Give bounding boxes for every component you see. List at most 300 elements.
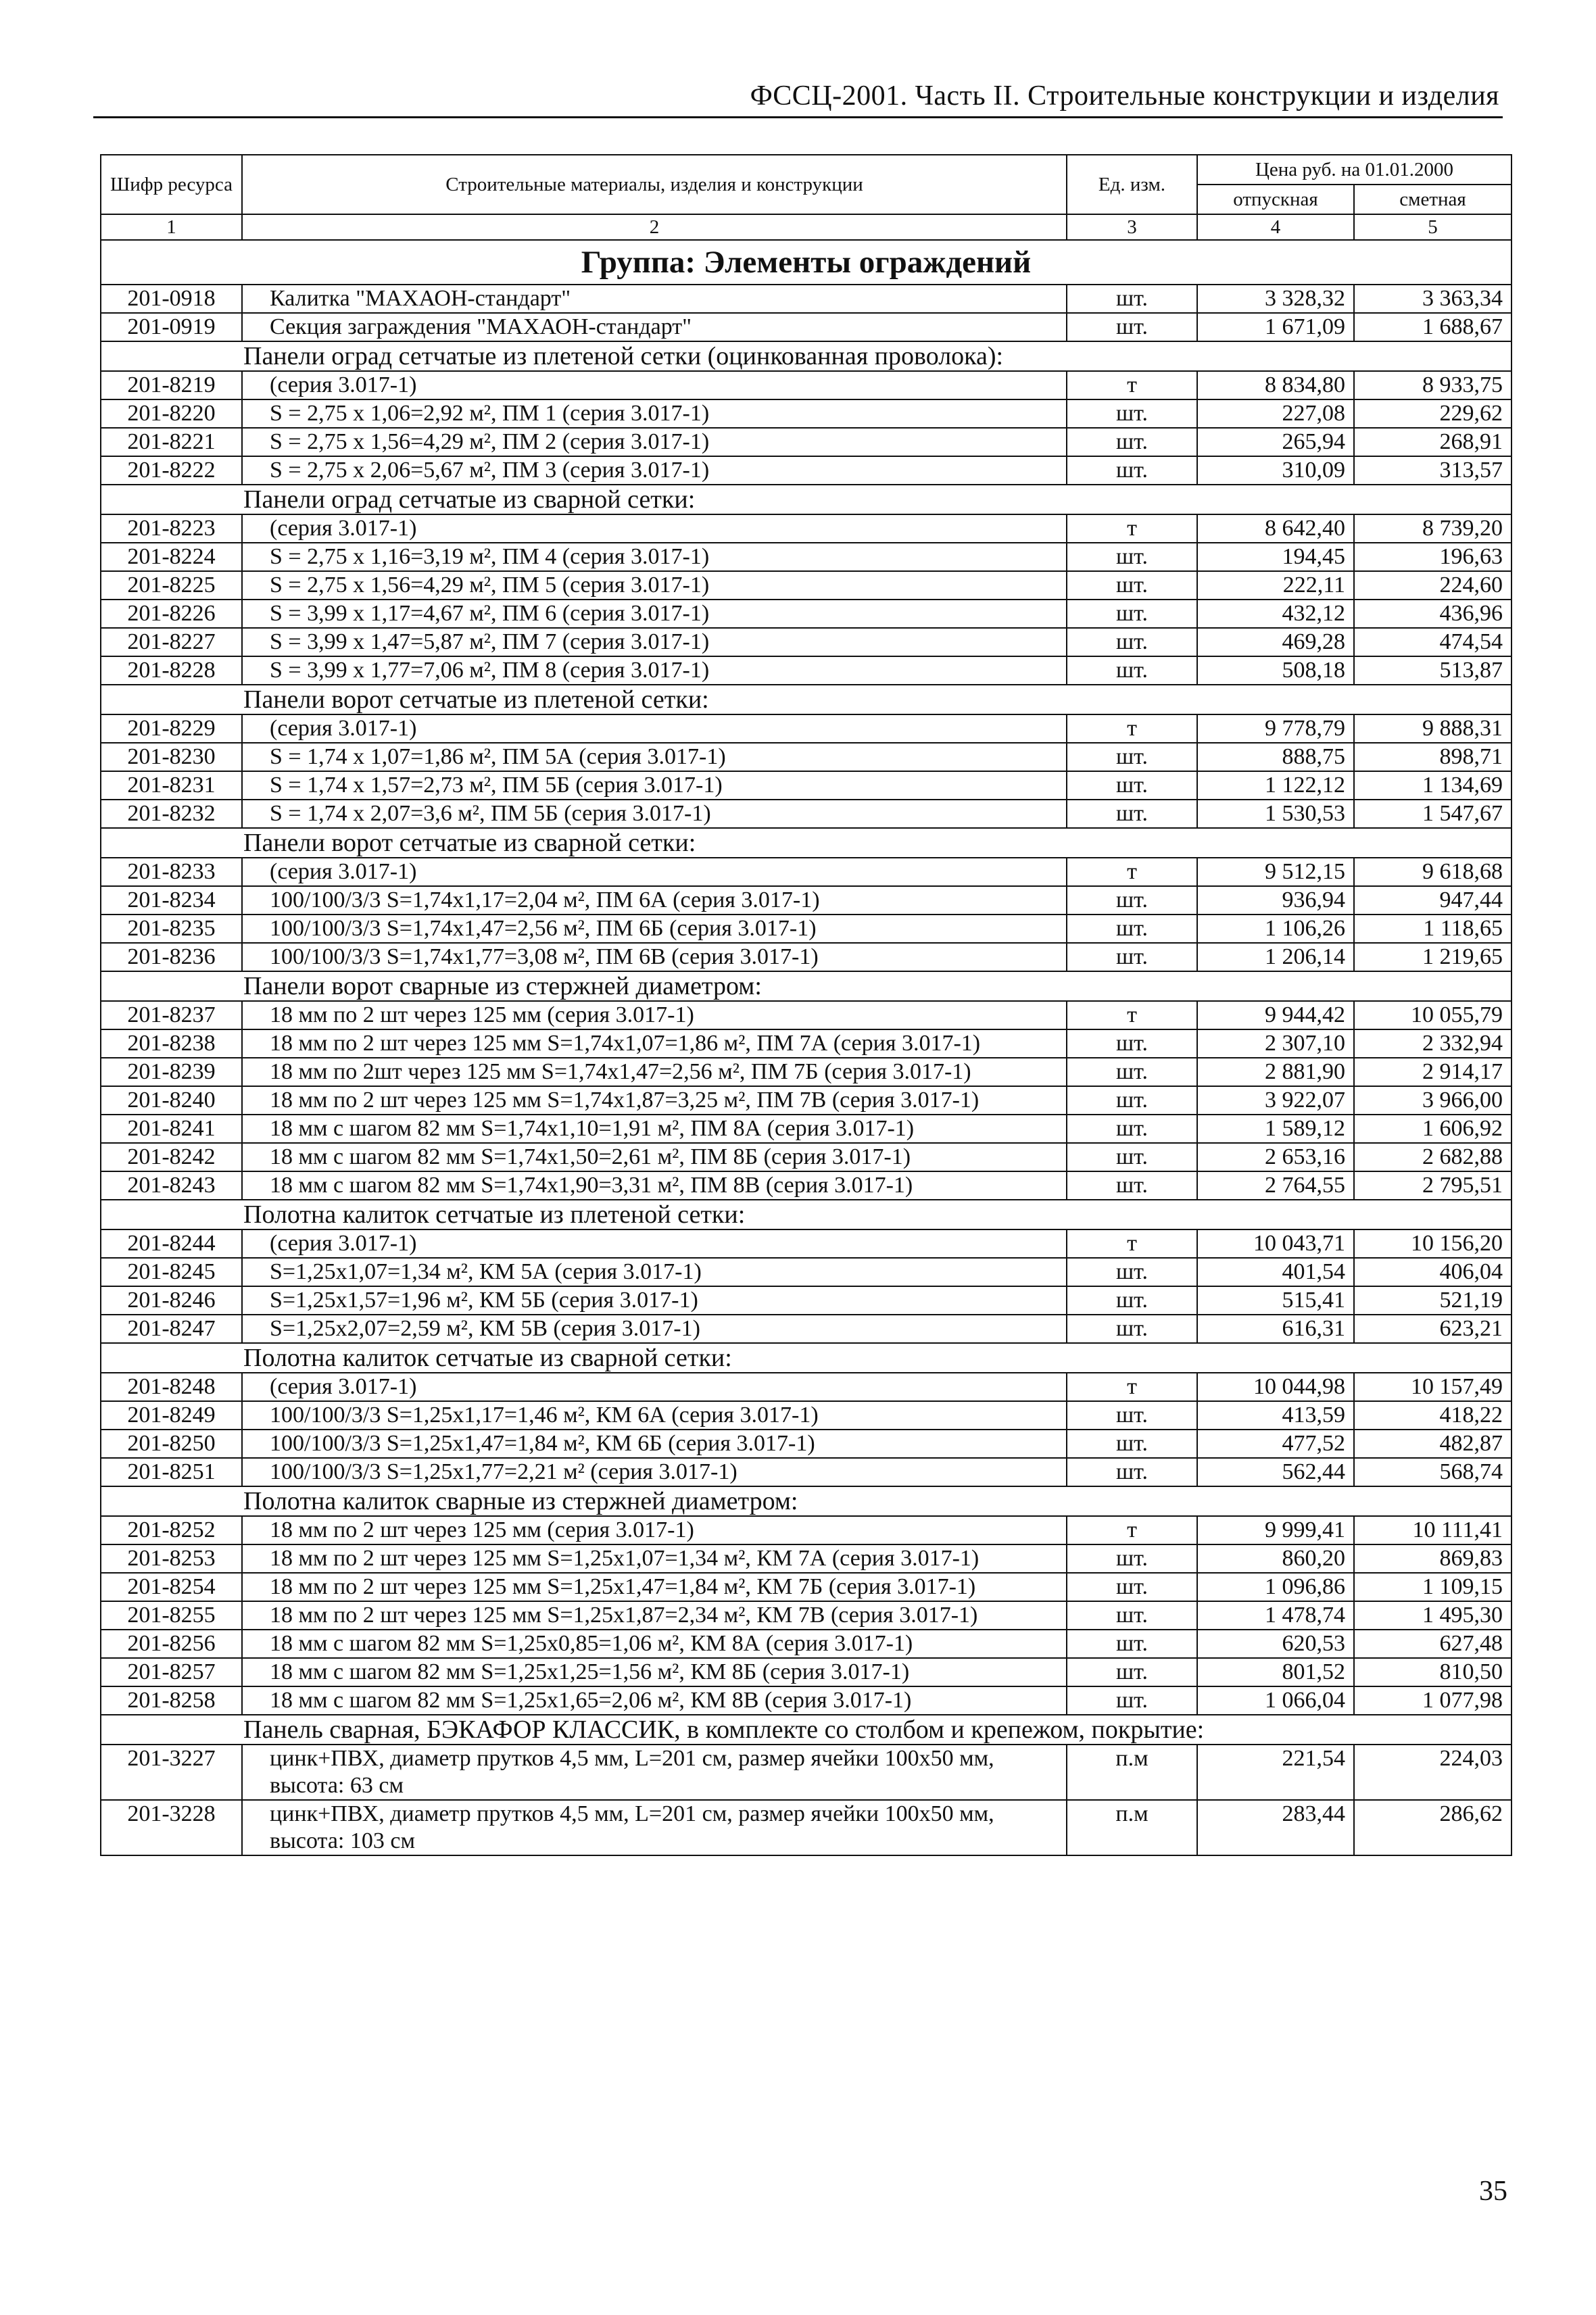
material-name: 100/100/3/3 S=1,74x1,47=2,56 м², ПМ 6Б (серия 3.017-1) (242, 915, 1067, 943)
section-row (101, 1200, 1512, 1229)
estimate-price: 1 547,67 (1354, 800, 1512, 828)
table-row (101, 428, 1512, 456)
table-body (101, 214, 1512, 1855)
table-row (101, 628, 1512, 656)
release-price: 8 642,40 (1197, 514, 1354, 543)
material-name: S=1,25x1,07=1,34 м², КМ 5А (серия 3.017-1) (242, 1258, 1067, 1286)
material-name: (серия 3.017-1) (242, 858, 1067, 886)
unit-of-measure: шт. (1067, 800, 1197, 828)
table-row (101, 1029, 1512, 1058)
material-name: 18 мм по 2шт через 125 мм S=1,74x1,47=2,56 м², ПМ 7Б (серия 3.017-1) (242, 1058, 1067, 1086)
unit-of-measure: шт. (1067, 915, 1197, 943)
estimate-price: 3 966,00 (1354, 1086, 1512, 1115)
unit-of-measure: т (1067, 858, 1197, 886)
estimate-price: 623,21 (1354, 1315, 1512, 1343)
material-name: S = 2,75 x 1,56=4,29 м², ПМ 5 (серия 3.017-1) (242, 571, 1067, 600)
table-row (101, 743, 1512, 771)
table-row (101, 771, 1512, 800)
estimate-price: 2 914,17 (1354, 1058, 1512, 1086)
unit-of-measure: шт. (1067, 743, 1197, 771)
estimate-price: 1 688,67 (1354, 313, 1512, 341)
material-name: (серия 3.017-1) (242, 514, 1067, 543)
header-unit: Ед. изм. (1067, 155, 1197, 214)
table-row (101, 858, 1512, 886)
resource-code: 201-3227 (101, 1745, 242, 1800)
material-name: (серия 3.017-1) (242, 1373, 1067, 1401)
material-name: 18 мм по 2 шт через 125 мм S=1,74x1,07=1,86 м², ПМ 7А (серия 3.017-1) (242, 1029, 1067, 1058)
material-name: 18 мм с шагом 82 мм S=1,74x1,10=1,91 м², ПМ 8А (серия 3.017-1) (242, 1115, 1067, 1143)
material-name: Секция заграждения "МАХАОН-стандарт" (242, 313, 1067, 341)
unit-of-measure: шт. (1067, 428, 1197, 456)
release-price: 1 206,14 (1197, 943, 1354, 971)
unit-of-measure: шт. (1067, 1286, 1197, 1315)
estimate-price: 418,22 (1354, 1401, 1512, 1430)
material-name: (серия 3.017-1) (242, 371, 1067, 399)
resource-code: 201-0918 (101, 285, 242, 313)
estimate-price: 2 795,51 (1354, 1171, 1512, 1200)
price-table (100, 154, 1512, 1856)
material-name: 18 мм по 2 шт через 125 мм S=1,74x1,87=3,25 м², ПМ 7В (серия 3.017-1) (242, 1086, 1067, 1115)
material-name: 100/100/3/3 S=1,74x1,17=2,04 м², ПМ 6А (серия 3.017-1) (242, 886, 1067, 915)
group-title-row (101, 240, 1512, 285)
unit-of-measure: шт. (1067, 656, 1197, 685)
material-name: S = 1,74 x 1,57=2,73 м², ПМ 5Б (серия 3.017-1) (242, 771, 1067, 800)
header-code: Шифр ресурса (101, 155, 242, 214)
release-price: 413,59 (1197, 1401, 1354, 1430)
unit-of-measure: т (1067, 714, 1197, 743)
release-price: 2 653,16 (1197, 1143, 1354, 1171)
release-price: 432,12 (1197, 600, 1354, 628)
estimate-price: 898,71 (1354, 743, 1512, 771)
table-row (101, 1686, 1512, 1715)
estimate-price: 568,74 (1354, 1458, 1512, 1486)
unit-of-measure: шт. (1067, 1115, 1197, 1143)
release-price: 1 122,12 (1197, 771, 1354, 800)
estimate-price: 8 933,75 (1354, 371, 1512, 399)
table-row (101, 886, 1512, 915)
material-name: 100/100/3/3 S=1,25x1,17=1,46 м², КМ 6А (серия 3.017-1) (242, 1401, 1067, 1430)
table-row (101, 1658, 1512, 1686)
section-title: Полотна калиток сварные из стержней диаметром: (101, 1486, 1512, 1516)
unit-of-measure: шт. (1067, 1171, 1197, 1200)
section-row (101, 485, 1512, 514)
material-name: 18 мм по 2 шт через 125 мм S=1,25x1,87=2,34 м², КМ 7В (серия 3.017-1) (242, 1601, 1067, 1630)
release-price: 1 589,12 (1197, 1115, 1354, 1143)
resource-code: 201-8226 (101, 600, 242, 628)
column-number: 2 (242, 214, 1067, 240)
table-row (101, 1171, 1512, 1200)
resource-code: 201-8257 (101, 1658, 242, 1686)
table-row (101, 1458, 1512, 1486)
resource-code: 201-8242 (101, 1143, 242, 1171)
unit-of-measure: т (1067, 371, 1197, 399)
release-price: 2 307,10 (1197, 1029, 1354, 1058)
resource-code: 201-8243 (101, 1171, 242, 1200)
release-price: 222,11 (1197, 571, 1354, 600)
section-title: Полотна калиток сетчатые из плетеной сетки: (101, 1200, 1512, 1229)
resource-code: 201-8258 (101, 1686, 242, 1715)
resource-code: 201-8227 (101, 628, 242, 656)
release-price: 1 478,74 (1197, 1601, 1354, 1630)
unit-of-measure: п.м (1067, 1800, 1197, 1855)
material-name: S = 2,75 x 1,56=4,29 м², ПМ 2 (серия 3.017-1) (242, 428, 1067, 456)
release-price: 1 106,26 (1197, 915, 1354, 943)
release-price: 10 044,98 (1197, 1373, 1354, 1401)
estimate-price: 286,62 (1354, 1800, 1512, 1855)
material-name: 18 мм по 2 шт через 125 мм S=1,25x1,07=1,34 м², КМ 7А (серия 3.017-1) (242, 1544, 1067, 1573)
resource-code: 201-8237 (101, 1001, 242, 1029)
resource-code: 201-8241 (101, 1115, 242, 1143)
group-title: Группа: Элементы ограждений (101, 240, 1512, 285)
table-row (101, 1115, 1512, 1143)
resource-code: 201-3228 (101, 1800, 242, 1855)
estimate-price: 1 109,15 (1354, 1573, 1512, 1601)
estimate-price: 474,54 (1354, 628, 1512, 656)
table-row (101, 543, 1512, 571)
header-estimate-price: сметная (1354, 185, 1512, 214)
table-row (101, 1430, 1512, 1458)
release-price: 469,28 (1197, 628, 1354, 656)
table-row (101, 1573, 1512, 1601)
release-price: 194,45 (1197, 543, 1354, 571)
release-price: 265,94 (1197, 428, 1354, 456)
unit-of-measure: шт. (1067, 1458, 1197, 1486)
header-price-group: Цена руб. на 01.01.2000 (1197, 155, 1512, 185)
table-row (101, 1800, 1512, 1855)
estimate-price: 313,57 (1354, 456, 1512, 485)
section-row (101, 828, 1512, 858)
estimate-price: 9 888,31 (1354, 714, 1512, 743)
release-price: 801,52 (1197, 1658, 1354, 1686)
unit-of-measure: т (1067, 1229, 1197, 1258)
unit-of-measure: п.м (1067, 1745, 1197, 1800)
table-row (101, 1058, 1512, 1086)
material-name: S = 3,99 x 1,77=7,06 м², ПМ 8 (серия 3.017-1) (242, 656, 1067, 685)
material-name: 100/100/3/3 S=1,74x1,77=3,08 м², ПМ 6В (серия 3.017-1) (242, 943, 1067, 971)
release-price: 401,54 (1197, 1258, 1354, 1286)
table-row (101, 456, 1512, 485)
resource-code: 201-8232 (101, 800, 242, 828)
page-number: 35 (1479, 2176, 1507, 2207)
table-row (101, 1086, 1512, 1115)
release-price: 9 944,42 (1197, 1001, 1354, 1029)
section-title: Панели ворот сетчатые из сварной сетки: (101, 828, 1512, 858)
section-title: Панели ворот сетчатые из плетеной сетки: (101, 685, 1512, 714)
resource-code: 201-8255 (101, 1601, 242, 1630)
release-price: 2 764,55 (1197, 1171, 1354, 1200)
material-name: S = 2,75 x 1,06=2,92 м², ПМ 1 (серия 3.017-1) (242, 399, 1067, 428)
estimate-price: 513,87 (1354, 656, 1512, 685)
material-name: S = 2,75 x 1,16=3,19 м², ПМ 4 (серия 3.017-1) (242, 543, 1067, 571)
resource-code: 201-8245 (101, 1258, 242, 1286)
release-price: 620,53 (1197, 1630, 1354, 1658)
material-name: S=1,25x1,57=1,96 м², КМ 5Б (серия 3.017-1) (242, 1286, 1067, 1315)
material-name: S = 3,99 x 1,47=5,87 м², ПМ 7 (серия 3.017-1) (242, 628, 1067, 656)
table-row (101, 1373, 1512, 1401)
release-price: 10 043,71 (1197, 1229, 1354, 1258)
release-price: 508,18 (1197, 656, 1354, 685)
material-name: (серия 3.017-1) (242, 714, 1067, 743)
release-price: 1 066,04 (1197, 1686, 1354, 1715)
release-price: 860,20 (1197, 1544, 1354, 1573)
estimate-price: 1 219,65 (1354, 943, 1512, 971)
resource-code: 201-8221 (101, 428, 242, 456)
column-number: 3 (1067, 214, 1197, 240)
resource-code: 201-8235 (101, 915, 242, 943)
estimate-price: 1 606,92 (1354, 1115, 1512, 1143)
unit-of-measure: шт. (1067, 285, 1197, 313)
resource-code: 201-8238 (101, 1029, 242, 1058)
resource-code: 201-8223 (101, 514, 242, 543)
unit-of-measure: шт. (1067, 1658, 1197, 1686)
table-row (101, 1001, 1512, 1029)
table-row (101, 943, 1512, 971)
resource-code: 201-8246 (101, 1286, 242, 1315)
resource-code: 201-8250 (101, 1430, 242, 1458)
unit-of-measure: шт. (1067, 399, 1197, 428)
estimate-price: 224,60 (1354, 571, 1512, 600)
column-number: 4 (1197, 214, 1354, 240)
resource-code: 201-8252 (101, 1516, 242, 1544)
column-number: 5 (1354, 214, 1512, 240)
unit-of-measure: шт. (1067, 600, 1197, 628)
estimate-price: 1 118,65 (1354, 915, 1512, 943)
estimate-price: 2 682,88 (1354, 1143, 1512, 1171)
resource-code: 201-8228 (101, 656, 242, 685)
header-name: Строительные материалы, изделия и конструкции (242, 155, 1067, 214)
section-row (101, 1715, 1512, 1745)
column-number: 1 (101, 214, 242, 240)
estimate-price: 947,44 (1354, 886, 1512, 915)
resource-code: 201-8231 (101, 771, 242, 800)
table-row (101, 714, 1512, 743)
section-title: Панели ворот сварные из стержней диаметром: (101, 971, 1512, 1001)
table-row (101, 1143, 1512, 1171)
estimate-price: 268,91 (1354, 428, 1512, 456)
table-row (101, 600, 1512, 628)
material-name: S = 2,75 x 2,06=5,67 м², ПМ 3 (серия 3.017-1) (242, 456, 1067, 485)
estimate-price: 10 157,49 (1354, 1373, 1512, 1401)
release-price: 310,09 (1197, 456, 1354, 485)
resource-code: 201-8222 (101, 456, 242, 485)
table-row (101, 915, 1512, 943)
unit-of-measure: т (1067, 1516, 1197, 1544)
unit-of-measure: шт. (1067, 1086, 1197, 1115)
table-row (101, 1401, 1512, 1430)
release-price: 616,31 (1197, 1315, 1354, 1343)
resource-code: 201-8253 (101, 1544, 242, 1573)
material-name: 18 мм с шагом 82 мм S=1,25x0,85=1,06 м², КМ 8А (серия 3.017-1) (242, 1630, 1067, 1658)
unit-of-measure: шт. (1067, 771, 1197, 800)
section-row (101, 971, 1512, 1001)
resource-code: 201-8244 (101, 1229, 242, 1258)
estimate-price: 10 156,20 (1354, 1229, 1512, 1258)
material-name: S = 3,99 x 1,17=4,67 м², ПМ 6 (серия 3.017-1) (242, 600, 1067, 628)
unit-of-measure: шт. (1067, 1430, 1197, 1458)
table-row (101, 1516, 1512, 1544)
unit-of-measure: шт. (1067, 1630, 1197, 1658)
section-row (101, 341, 1512, 371)
column-numbers-row (101, 214, 1512, 240)
material-name: Калитка "МАХАОН-стандарт" (242, 285, 1067, 313)
material-name: 18 мм с шагом 82 мм S=1,74x1,50=2,61 м², ПМ 8Б (серия 3.017-1) (242, 1143, 1067, 1171)
table-row (101, 1258, 1512, 1286)
material-name: 18 мм по 2 шт через 125 мм (серия 3.017-1) (242, 1001, 1067, 1029)
table-row (101, 514, 1512, 543)
section-row (101, 1343, 1512, 1373)
release-price: 1 096,86 (1197, 1573, 1354, 1601)
unit-of-measure: т (1067, 1001, 1197, 1029)
release-price: 1 530,53 (1197, 800, 1354, 828)
estimate-price: 229,62 (1354, 399, 1512, 428)
unit-of-measure: шт. (1067, 1401, 1197, 1430)
table-row (101, 1544, 1512, 1573)
unit-of-measure: шт. (1067, 1029, 1197, 1058)
table-row (101, 1630, 1512, 1658)
resource-code: 201-8240 (101, 1086, 242, 1115)
estimate-price: 521,19 (1354, 1286, 1512, 1315)
release-price: 936,94 (1197, 886, 1354, 915)
unit-of-measure: шт. (1067, 1143, 1197, 1171)
material-name: 18 мм по 2 шт через 125 мм S=1,25x1,47=1,84 м², КМ 7Б (серия 3.017-1) (242, 1573, 1067, 1601)
material-name: S = 1,74 x 1,07=1,86 м², ПМ 5А (серия 3.017-1) (242, 743, 1067, 771)
material-name: 100/100/3/3 S=1,25x1,77=2,21 м² (серия 3.017-1) (242, 1458, 1067, 1486)
estimate-price: 627,48 (1354, 1630, 1512, 1658)
table-row (101, 571, 1512, 600)
resource-code: 201-8219 (101, 371, 242, 399)
estimate-price: 196,63 (1354, 543, 1512, 571)
resource-code: 201-8234 (101, 886, 242, 915)
unit-of-measure: шт. (1067, 628, 1197, 656)
estimate-price: 869,83 (1354, 1544, 1512, 1573)
table-row (101, 1315, 1512, 1343)
resource-code: 201-8249 (101, 1401, 242, 1430)
release-price: 9 512,15 (1197, 858, 1354, 886)
release-price: 2 881,90 (1197, 1058, 1354, 1086)
estimate-price: 2 332,94 (1354, 1029, 1512, 1058)
unit-of-measure: шт. (1067, 313, 1197, 341)
section-row (101, 1486, 1512, 1516)
resource-code: 201-8220 (101, 399, 242, 428)
unit-of-measure: шт. (1067, 1686, 1197, 1715)
unit-of-measure: шт. (1067, 1544, 1197, 1573)
estimate-price: 436,96 (1354, 600, 1512, 628)
unit-of-measure: шт. (1067, 1258, 1197, 1286)
table-row (101, 371, 1512, 399)
release-price: 283,44 (1197, 1800, 1354, 1855)
table-row (101, 1286, 1512, 1315)
table-row (101, 399, 1512, 428)
release-price: 221,54 (1197, 1745, 1354, 1800)
table-row (101, 313, 1512, 341)
estimate-price: 482,87 (1354, 1430, 1512, 1458)
table-row (101, 285, 1512, 313)
release-price: 227,08 (1197, 399, 1354, 428)
estimate-price: 810,50 (1354, 1658, 1512, 1686)
release-price: 9 999,41 (1197, 1516, 1354, 1544)
section-title: Панели оград сетчатые из плетеной сетки (оцинкованная проволока): (101, 341, 1512, 371)
table-row (101, 800, 1512, 828)
estimate-price: 8 739,20 (1354, 514, 1512, 543)
resource-code: 201-8233 (101, 858, 242, 886)
material-name: 18 мм с шагом 82 мм S=1,74x1,90=3,31 м², ПМ 8В (серия 3.017-1) (242, 1171, 1067, 1200)
unit-of-measure: шт. (1067, 1058, 1197, 1086)
resource-code: 201-8239 (101, 1058, 242, 1086)
resource-code: 201-8230 (101, 743, 242, 771)
release-price: 562,44 (1197, 1458, 1354, 1486)
material-name: 18 мм по 2 шт через 125 мм (серия 3.017-1) (242, 1516, 1067, 1544)
table-row (101, 1601, 1512, 1630)
resource-code: 201-8225 (101, 571, 242, 600)
estimate-price: 3 363,34 (1354, 285, 1512, 313)
resource-code: 201-8251 (101, 1458, 242, 1486)
table-row (101, 656, 1512, 685)
estimate-price: 10 111,41 (1354, 1516, 1512, 1544)
material-name: 18 мм с шагом 82 мм S=1,25x1,65=2,06 м², КМ 8В (серия 3.017-1) (242, 1686, 1067, 1715)
estimate-price: 224,03 (1354, 1745, 1512, 1800)
unit-of-measure: шт. (1067, 1315, 1197, 1343)
material-name: S = 1,74 x 2,07=3,6 м², ПМ 5Б (серия 3.017-1) (242, 800, 1067, 828)
material-name: цинк+ПВХ, диаметр прутков 4,5 мм, L=201 см, размер ячейки 100x50 мм, высота: 103 см (242, 1800, 1067, 1855)
material-name: (серия 3.017-1) (242, 1229, 1067, 1258)
resource-code: 201-8254 (101, 1573, 242, 1601)
release-price: 1 671,09 (1197, 313, 1354, 341)
estimate-price: 1 495,30 (1354, 1601, 1512, 1630)
estimate-price: 1 134,69 (1354, 771, 1512, 800)
unit-of-measure: шт. (1067, 571, 1197, 600)
estimate-price: 1 077,98 (1354, 1686, 1512, 1715)
release-price: 477,52 (1197, 1430, 1354, 1458)
unit-of-measure: шт. (1067, 943, 1197, 971)
unit-of-measure: шт. (1067, 1601, 1197, 1630)
unit-of-measure: шт. (1067, 886, 1197, 915)
unit-of-measure: т (1067, 1373, 1197, 1401)
header-release-price: отпускная (1197, 185, 1354, 214)
table-row (101, 1229, 1512, 1258)
page-header: ФССЦ-2001. Часть II. Строительные конструкции и изделия (750, 80, 1499, 112)
release-price: 8 834,80 (1197, 371, 1354, 399)
resource-code: 201-8247 (101, 1315, 242, 1343)
material-name: S=1,25x2,07=2,59 м², КМ 5В (серия 3.017-1) (242, 1315, 1067, 1343)
section-title: Панель сварная, БЭКАФОР КЛАССИК, в комплекте со столбом и крепежом, покрытие: (101, 1715, 1512, 1745)
release-price: 3 922,07 (1197, 1086, 1354, 1115)
release-price: 515,41 (1197, 1286, 1354, 1315)
release-price: 3 328,32 (1197, 285, 1354, 313)
release-price: 888,75 (1197, 743, 1354, 771)
unit-of-measure: шт. (1067, 543, 1197, 571)
unit-of-measure: шт. (1067, 1573, 1197, 1601)
table-row (101, 1745, 1512, 1800)
estimate-price: 10 055,79 (1354, 1001, 1512, 1029)
resource-code: 201-8224 (101, 543, 242, 571)
material-name: цинк+ПВХ, диаметр прутков 4,5 мм, L=201 см, размер ячейки 100x50 мм, высота: 63 см (242, 1745, 1067, 1800)
resource-code: 201-8248 (101, 1373, 242, 1401)
resource-code: 201-8229 (101, 714, 242, 743)
unit-of-measure: шт. (1067, 456, 1197, 485)
material-name: 18 мм с шагом 82 мм S=1,25x1,25=1,56 м², КМ 8Б (серия 3.017-1) (242, 1658, 1067, 1686)
resource-code: 201-8256 (101, 1630, 242, 1658)
resource-code: 201-0919 (101, 313, 242, 341)
resource-code: 201-8236 (101, 943, 242, 971)
estimate-price: 406,04 (1354, 1258, 1512, 1286)
section-title: Полотна калиток сетчатые из сварной сетки: (101, 1343, 1512, 1373)
unit-of-measure: т (1067, 514, 1197, 543)
material-name: 100/100/3/3 S=1,25x1,47=1,84 м², КМ 6Б (серия 3.017-1) (242, 1430, 1067, 1458)
release-price: 9 778,79 (1197, 714, 1354, 743)
section-row (101, 685, 1512, 714)
section-title: Панели оград сетчатые из сварной сетки: (101, 485, 1512, 514)
estimate-price: 9 618,68 (1354, 858, 1512, 886)
